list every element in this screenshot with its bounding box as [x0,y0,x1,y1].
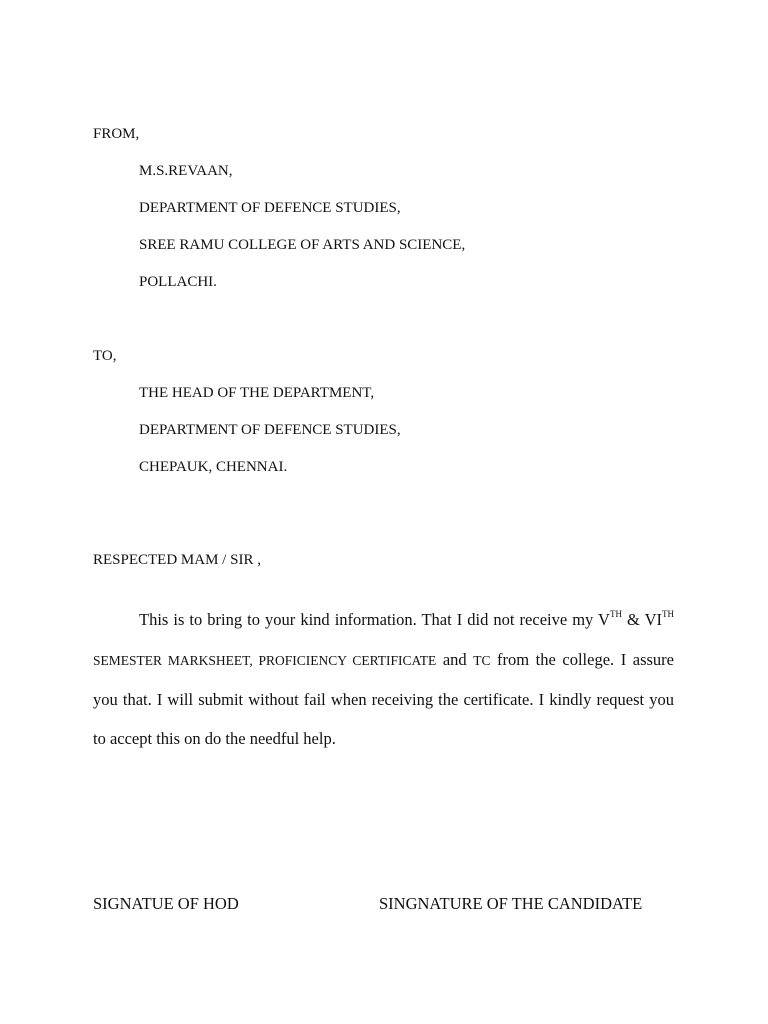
from-department: DEPARTMENT OF DEFENCE STUDIES, [139,200,401,216]
signature-hod: SIGNATUE OF HOD [93,894,239,913]
from-city: POLLACHI. [139,274,217,290]
salutation: RESPECTED MAM / SIR , [93,552,261,568]
body-part-1: This is to bring to your kind information. That I did not receive my V [139,610,610,629]
signature-candidate: SINGNATURE OF THE CANDIDATE [379,894,643,913]
from-name: M.S.REVAAN, [139,163,233,179]
body-superscript-1: TH [609,609,622,619]
letter-body [93,600,674,758]
body-part-4: and [436,650,474,669]
to-heading: TO, [93,348,117,364]
body-part-5: TC [473,653,491,668]
body-part-2: & VI [621,610,662,629]
body-superscript-2: TH [662,609,674,619]
to-department: DEPARTMENT OF DEFENCE STUDIES, [139,422,401,438]
from-college: SREE RAMU COLLEGE OF ARTS AND SCIENCE, [139,237,466,253]
body-part-6: from the college. I assure you that. I will submit without fail when receiving the certificate. I kindly request you to accept this on do the needful help. [93,650,674,748]
from-heading: FROM, [93,126,140,142]
to-recipient: THE HEAD OF THE DEPARTMENT, [139,385,375,401]
body-part-3: SEMESTER MARKSHEET, PROFICIENCY CERTIFICATE [93,653,437,668]
to-city: CHEPAUK, CHENNAI. [139,459,288,475]
